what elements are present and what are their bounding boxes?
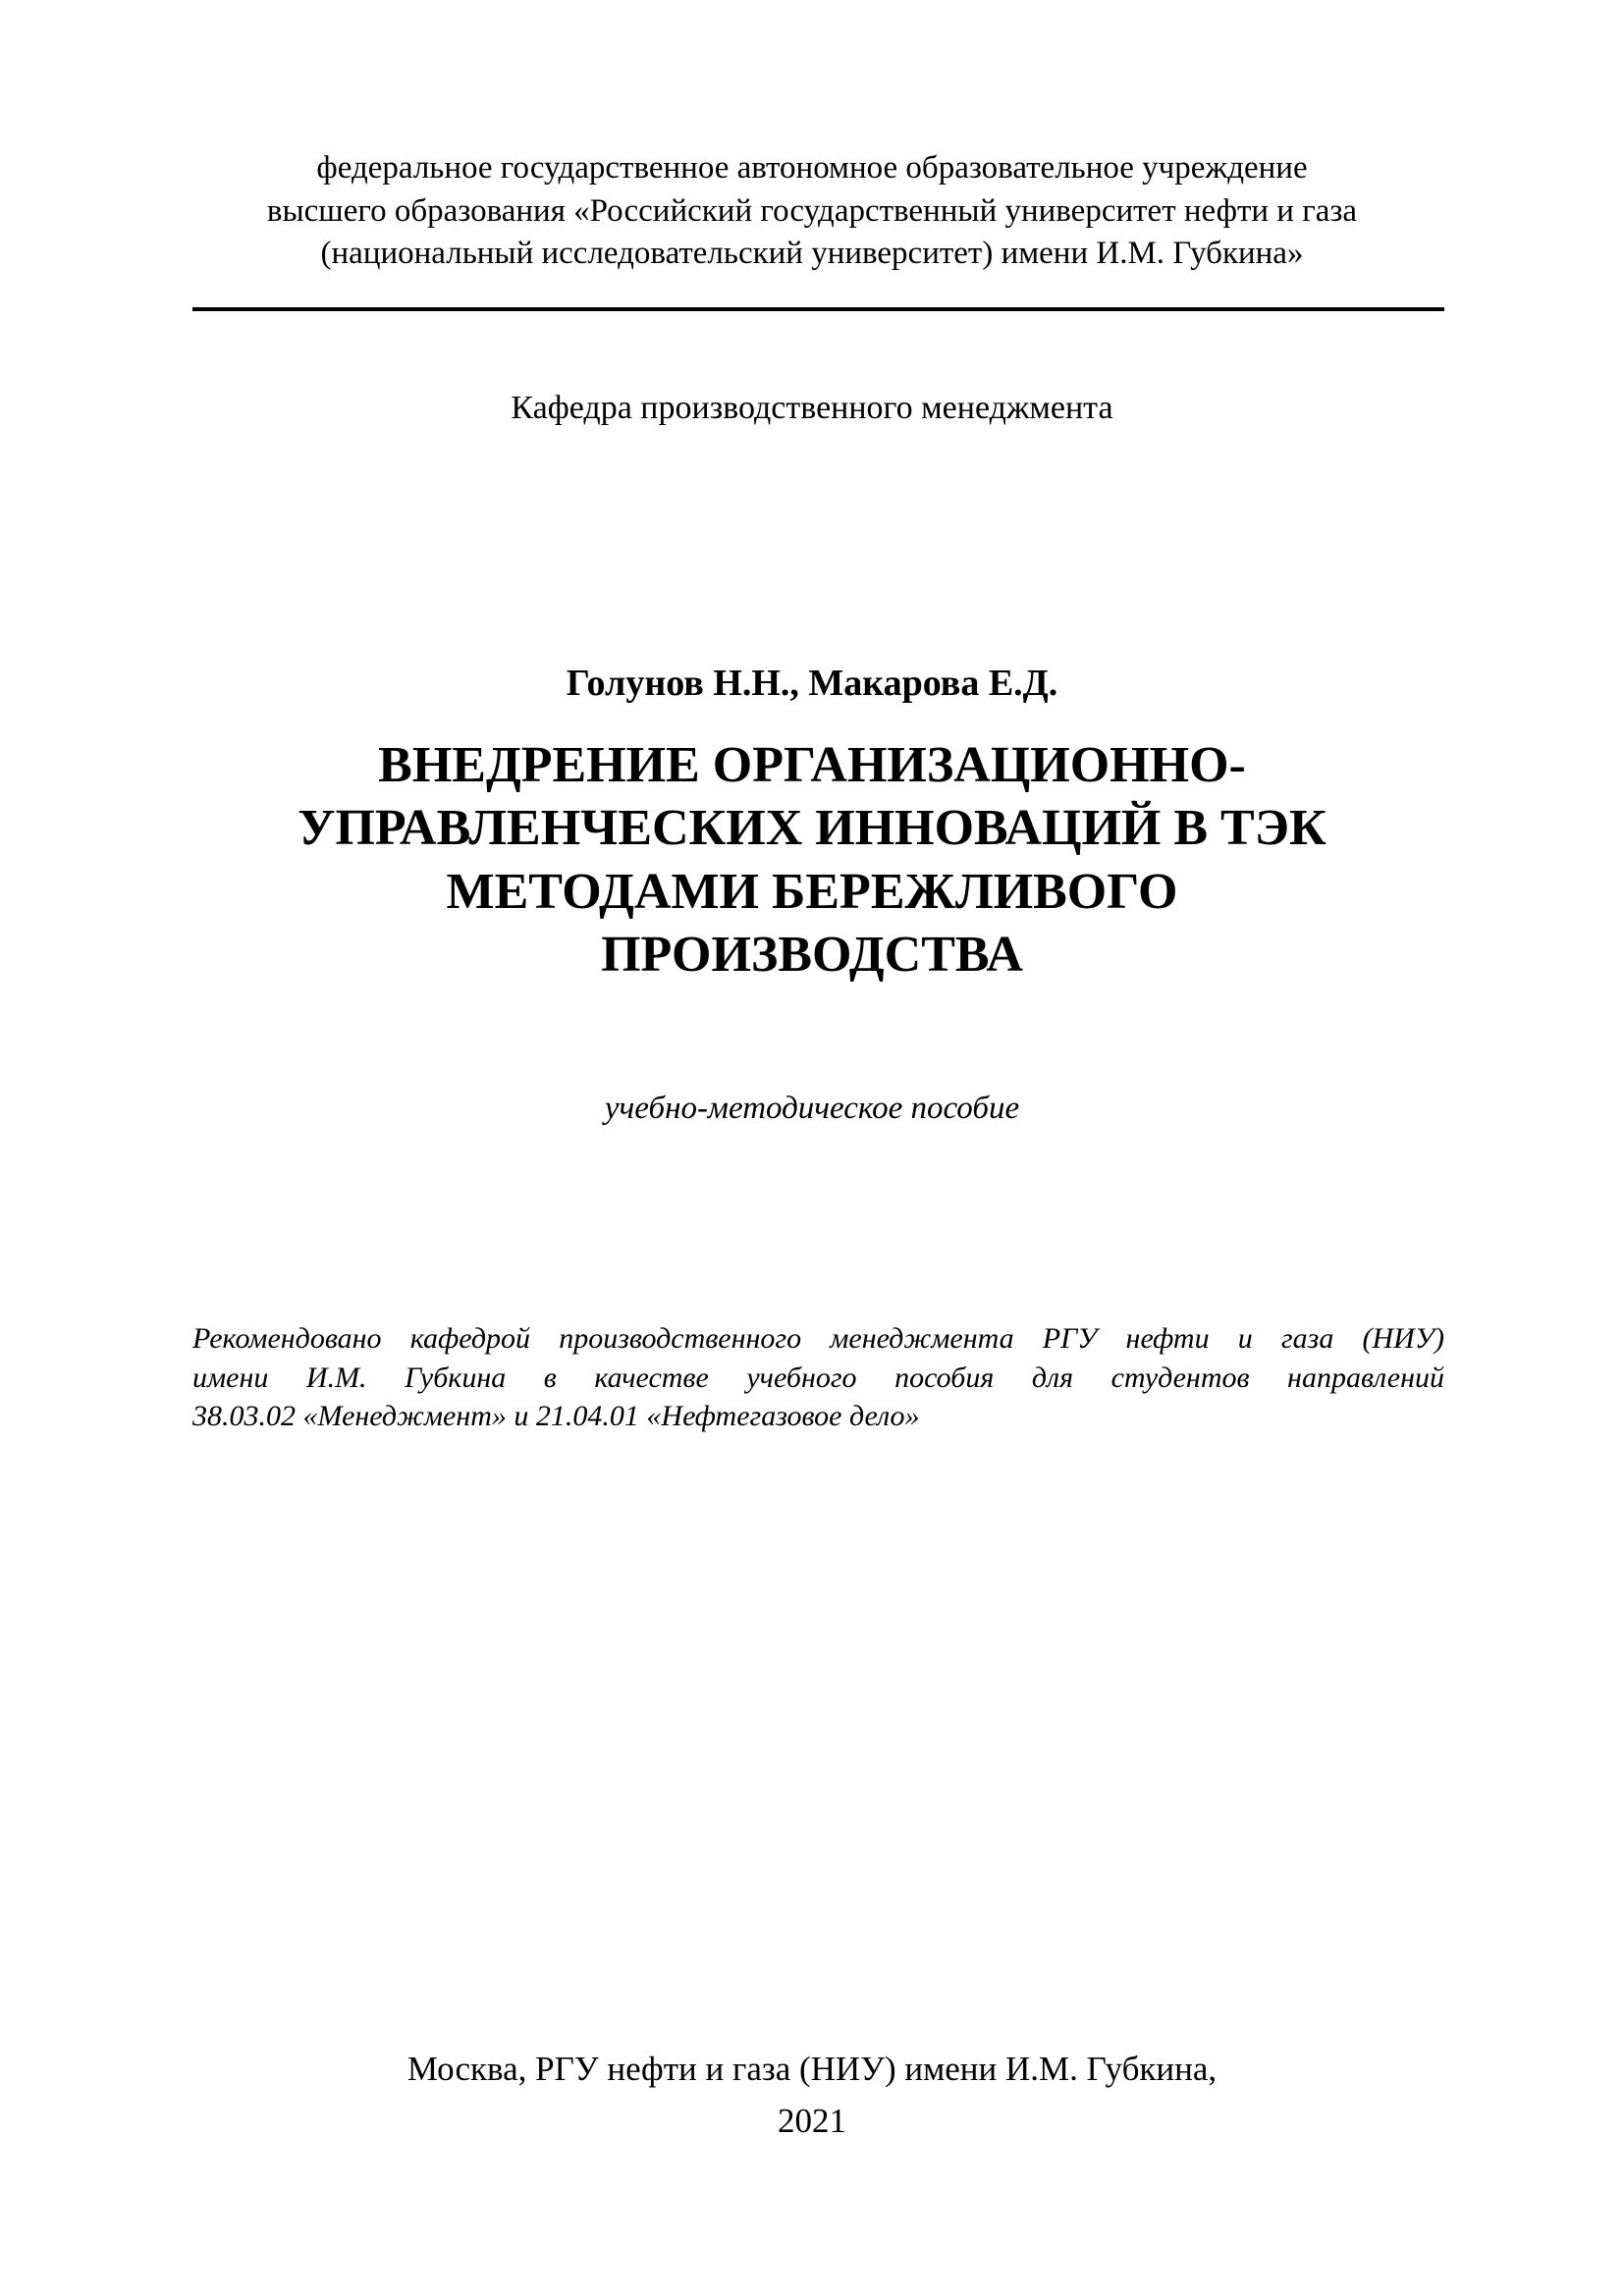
imprint-place-publisher: Москва, РГУ нефти и газа (НИУ) имени И.М. Губкина,: [406, 2050, 1218, 2088]
book-title-line-1: ВНЕДРЕНИЕ ОРГАНИЗАЦИОННО-: [378, 737, 1246, 793]
book-title-line-2: УПРАВЛЕНЧЕСКИХ ИННОВАЦИЙ В ТЭК: [298, 800, 1326, 857]
imprint: [0, 2044, 1624, 2147]
header-divider: [192, 307, 1444, 311]
organization-line-2: высшего образования «Российский государственный университет нефти и газа: [266, 192, 1358, 229]
organization-block: [0, 147, 1624, 276]
organization-line-3: (национальный исследовательский университет) имени И.М. Губкина»: [320, 236, 1304, 272]
department-name: Кафедра производственного менеджмента: [511, 390, 1113, 426]
book-title-line-3: МЕТОДАМИ БЕРЕЖЛИВОГО: [446, 863, 1178, 920]
imprint-year: 2021: [778, 2101, 846, 2140]
publication-type: учебно-методическое пособие: [604, 1091, 1020, 1126]
book-title-line-4: ПРОИЗВОДСТВА: [601, 927, 1023, 984]
recommendation-line-2: имени И.М. Губкина в качестве учебного пособия для студентов направлений: [192, 1361, 1444, 1394]
recommendation-line-1: Рекомендовано кафедрой производственного менеджмента РГУ нефти и газа (НИУ): [192, 1322, 1444, 1355]
authors: Голунов Н.Н., Макарова Е.Д.: [566, 663, 1058, 704]
recommendation-note: [192, 1319, 1444, 1436]
book-title: [0, 734, 1624, 988]
organization-line-1: федеральное государственное автономное образовательное учреждение: [316, 150, 1308, 186]
recommendation-line-3: 38.03.02 «Менеджмент» и 21.04.01 «Нефтегазовое дело»: [192, 1400, 920, 1433]
